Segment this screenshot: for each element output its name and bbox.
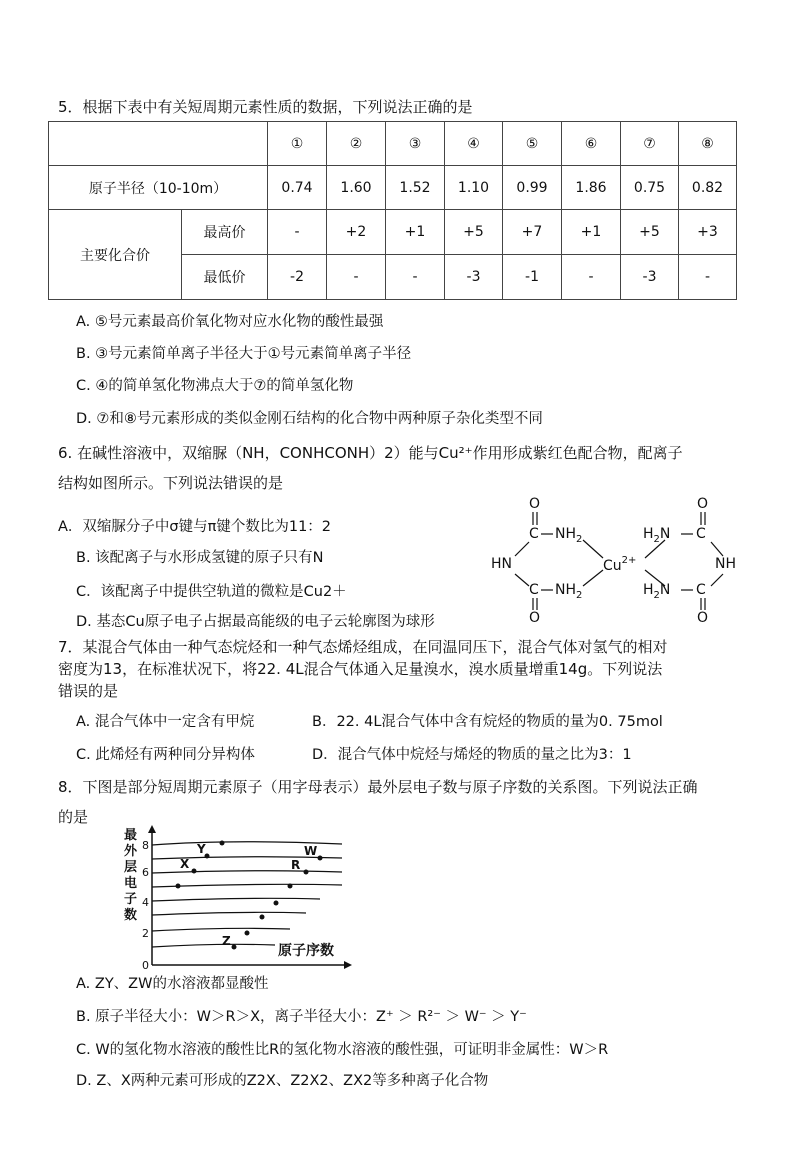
table-cell: +1 — [562, 210, 621, 255]
q5-table — [48, 121, 737, 300]
graph-ylabel-char: 数 — [124, 908, 138, 923]
table-cell: 1.52 — [386, 166, 445, 210]
table-header-cell: ① — [268, 122, 327, 166]
graph-label-w: W — [304, 844, 318, 858]
graph-ytick: 2 — [142, 927, 149, 940]
q5-option-d: D. ⑦和⑧号元素形成的类似金刚石结构的化合物中两种原子杂化类型不同 — [76, 411, 543, 427]
q7-stem-line1: 7．某混合气体由一种气态烷烃和一种气态烯烃组成，在同温同压下，混合气体对氢气的相对 — [58, 638, 668, 656]
max-label: 最高价 — [182, 210, 268, 255]
graph-ylabel-char: 层 — [124, 860, 138, 875]
min-label: 最低价 — [182, 255, 268, 300]
radius-label: 原子半径（10-10m） — [49, 166, 268, 210]
graph-label-y: Y — [197, 842, 206, 856]
q6-option-c: C．该配离子中提供空轨道的微粒是Cu2＋ — [76, 584, 347, 600]
struct-o-top-right: O — [697, 496, 709, 512]
table-cell: 1.60 — [327, 166, 386, 210]
table-corner-cell — [49, 122, 268, 166]
table-cell: - — [679, 255, 737, 300]
table-row-radius — [49, 166, 737, 210]
struct-c-bottom-left: C — [529, 582, 539, 598]
struct-cu: $Cu^{2+}$ — [603, 555, 637, 574]
struct-c-bottom-right: C — [696, 582, 706, 598]
q6-option-d: D. 基态Cu原子电子占据最高能级的电子云轮廓图为球形 — [76, 614, 435, 630]
table-cell: +3 — [679, 210, 737, 255]
struct-o-bottom-right: O — [697, 610, 709, 625]
table-cell: - — [562, 255, 621, 300]
table-row-max — [49, 210, 737, 255]
graph-ylabel-char: 最 — [124, 828, 138, 843]
table-header-cell: ⑦ — [621, 122, 679, 166]
table-header-cell: ⑧ — [679, 122, 737, 166]
table-cell: -2 — [268, 255, 327, 300]
table-cell: -3 — [621, 255, 679, 300]
graph-xlabel: 原子序数 — [278, 943, 334, 959]
table-cell: 1.10 — [445, 166, 503, 210]
table-cell: +1 — [386, 210, 445, 255]
q8-stem-line1: 8．下图是部分短周期元素原子（用字母表示）最外层电子数与原子序数的关系图。下列说法正确 — [58, 778, 698, 796]
struct-o-top-left: O — [529, 496, 541, 512]
q8-graph — [110, 825, 355, 975]
graph-ytick: 6 — [142, 866, 149, 879]
table-cell: - — [327, 255, 386, 300]
table-cell: - — [268, 210, 327, 255]
q6-stem-line2: 结构如图所示。下列说法错误的是 — [58, 474, 284, 492]
graph-label-x: X — [180, 857, 190, 871]
graph-ytick: 0 — [142, 959, 149, 972]
struct-h2n-bottom-right: $H_2N$ — [643, 582, 671, 601]
struct-nh2-top-left: $NH_2$ — [555, 526, 583, 545]
struct-h2n-top-right: $H_2N$ — [643, 526, 671, 545]
graph-ylabel-char: 子 — [124, 892, 138, 907]
struct-o-bottom-left: O — [529, 610, 541, 625]
table-cell: 0.75 — [621, 166, 679, 210]
q6-option-b: B. 该配离子与水形成氢键的原子只有N — [76, 550, 324, 566]
q5-option-a: A. ⑤号元素最高价氧化物对应水化物的酸性最强 — [76, 314, 384, 330]
q7-stem-line2: 密度为13，在标准状况下，将22. 4L混合气体通入足量溴水，溴水质量增重14g。下列说法 — [58, 660, 663, 678]
graph-ylabel-char: 电 — [124, 876, 138, 891]
graph-x-arrow — [344, 961, 352, 969]
struct-c-top-right: C — [696, 526, 706, 542]
table-cell: +5 — [445, 210, 503, 255]
graph-label-r: R — [291, 858, 301, 872]
table-header-cell: ⑥ — [562, 122, 621, 166]
table-cell: 0.82 — [679, 166, 737, 210]
table-header-cell: ② — [327, 122, 386, 166]
table-header-cell: ④ — [445, 122, 503, 166]
q7-option-c: C. 此烯烃有两种同分异构体 — [76, 747, 255, 763]
q8-stem-line2: 的是 — [58, 808, 89, 826]
struct-c-top-left: C — [529, 526, 539, 542]
table-cell: 0.74 — [268, 166, 327, 210]
complex-structure-diagram — [485, 490, 745, 625]
q8-option-b: B. 原子半径大小：W＞R＞X，离子半径大小：Z⁺ ＞ R²⁻ ＞ W⁻ ＞ Y⁻ — [76, 1009, 527, 1025]
q8-option-c: C. W的氢化物水溶液的酸性比R的氢化物水溶液的酸性强，可证明非金属性：W＞R — [76, 1042, 609, 1058]
q5-stem: 5．根据下表中有关短周期元素性质的数据，下列说法正确的是 — [58, 98, 473, 116]
table-cell: 1.86 — [562, 166, 621, 210]
table-cell: +2 — [327, 210, 386, 255]
graph-label-z: Z — [222, 934, 231, 948]
table-cell: +7 — [503, 210, 562, 255]
table-cell: 0.99 — [503, 166, 562, 210]
graph-ylabel-char: 外 — [124, 844, 138, 859]
q8-option-d: D. Z、X两种元素可形成的Z2X、Z2X2、ZX2等多种离子化合物 — [76, 1073, 489, 1089]
table-cell: -3 — [445, 255, 503, 300]
struct-hn-left: HN — [491, 556, 512, 572]
q7-option-a: A. 混合气体中一定含有甲烷 — [76, 714, 255, 730]
q7-stem-line3: 错误的是 — [58, 682, 119, 700]
q7-option-b: B．22. 4L混合气体中含有烷烃的物质的量为0. 75mol — [312, 714, 663, 730]
q6-option-a: A．双缩脲分子中σ键与π键个数比为11：2 — [58, 519, 332, 535]
table-cell: - — [386, 255, 445, 300]
table-cell: +5 — [621, 210, 679, 255]
table-cell: -1 — [503, 255, 562, 300]
graph-y-arrow — [148, 825, 156, 833]
graph-ytick: 8 — [142, 839, 149, 852]
valence-label: 主要化合价 — [49, 210, 182, 300]
q8-option-a: A. ZY、ZW的水溶液都显酸性 — [76, 976, 269, 992]
struct-nh-right: NH — [715, 556, 736, 572]
q7-option-d: D．混合气体中烷烃与烯烃的物质的量之比为3：1 — [312, 747, 632, 763]
table-header-cell: ③ — [386, 122, 445, 166]
graph-ytick: 4 — [142, 896, 149, 909]
struct-nh2-bottom-left: $NH_2$ — [555, 582, 583, 601]
table-header-row — [49, 122, 737, 166]
q5-option-c: C. ④的简单氢化物沸点大于⑦的简单氢化物 — [76, 378, 354, 394]
q6-stem-line1: 6. 在碱性溶液中，双缩脲（NH，CONHCONH）2）能与Cu²⁺作用形成紫红色配合物，配离子 — [58, 444, 683, 462]
q5-option-b: B. ③号元素简单离子半径大于①号元素简单离子半径 — [76, 346, 412, 362]
table-header-cell: ⑤ — [503, 122, 562, 166]
